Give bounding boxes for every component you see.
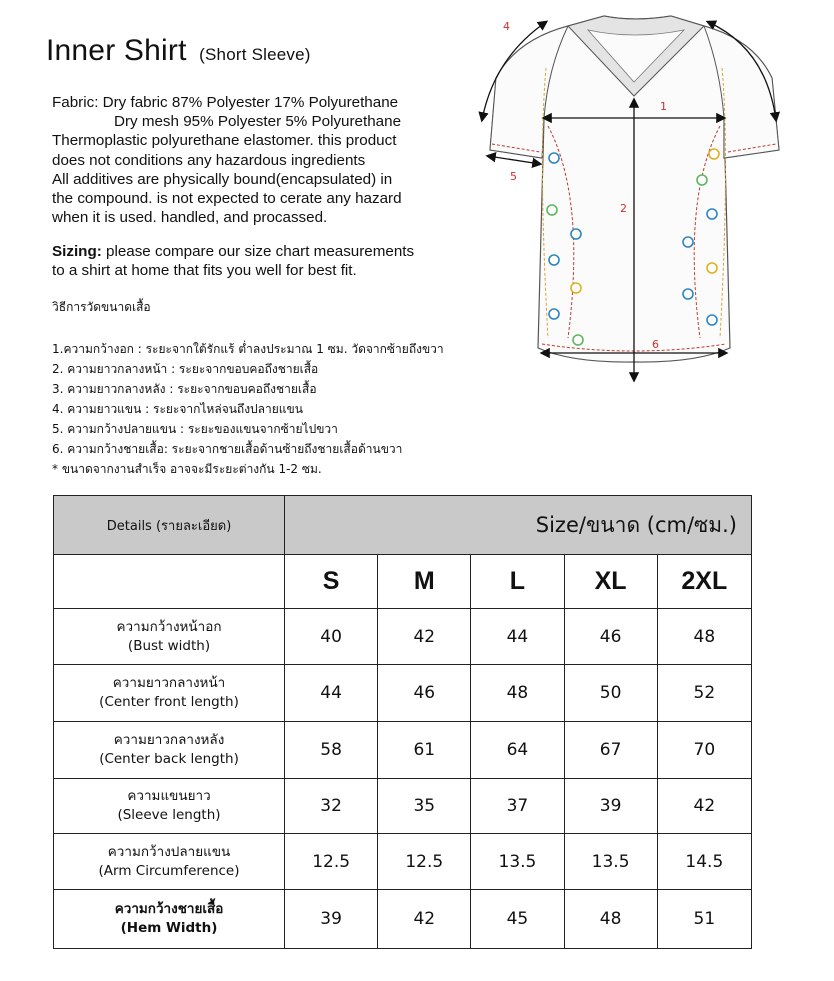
value-cell: 13.5 (564, 834, 657, 890)
value-cell: 67 (564, 722, 657, 779)
sizing-note (52, 242, 492, 280)
value-cell: 46 (564, 609, 657, 665)
row-label (54, 665, 285, 722)
value-cell: 58 (285, 722, 378, 779)
arrow-5-cuff (488, 156, 540, 164)
title-text: Inner Shirt (46, 34, 187, 67)
value-cell: 44 (471, 609, 564, 665)
value-cell: 48 (657, 609, 751, 665)
value-cell: 12.5 (285, 834, 378, 890)
details-header: Details (รายละเอียด) (54, 496, 285, 555)
label-1: 1 (660, 100, 667, 113)
row-label (54, 834, 285, 890)
row-label-en: (Hem Width) (120, 920, 218, 936)
measure-step: 5. ความกว้างปลายแขน : ระยะของแขนจากซ้ายไปขวา (52, 422, 338, 436)
row-label-th: ความกว้างปลายแขน (107, 843, 231, 860)
fabric-line: All additives are physically bound(encapsulated) in (52, 170, 393, 188)
value-cell: 32 (285, 779, 378, 834)
value-cell: 48 (471, 665, 564, 722)
subtitle-text: (Short Sleeve) (199, 45, 311, 64)
row-label (54, 609, 285, 665)
row-label-en: (Sleeve length) (117, 807, 221, 823)
row-label-th: ความกว้างหน้าอก (116, 618, 222, 635)
row-label-th: ความยาวกลางหลัง (113, 732, 225, 748)
value-cell: 13.5 (471, 834, 564, 890)
row-label-en: (Bust width) (127, 637, 211, 654)
table-row (54, 890, 752, 949)
fabric-line: when it is used. handled, and procassed. (52, 209, 328, 227)
table-row (54, 609, 752, 665)
size-2xl: 2XL (657, 555, 751, 609)
value-cell: 46 (378, 665, 471, 722)
value-cell: 42 (378, 890, 471, 949)
size-names-row (54, 555, 752, 609)
fabric-line: Fabric: Dry fabric 87% Polyester 17% Polyurethane (52, 94, 399, 111)
table-row (54, 665, 752, 722)
size-chart-table (53, 495, 752, 949)
value-cell: 52 (657, 665, 751, 722)
label-6: 6 (652, 338, 659, 351)
shirt-diagram (476, 8, 786, 386)
table-row (54, 779, 752, 834)
label-4: 4 (503, 20, 510, 33)
value-cell: 48 (564, 890, 657, 949)
value-cell: 14.5 (657, 834, 751, 890)
measure-step: * ขนาดจากงานสำเร็จ อาจจะมีระยะต่างกัน 1-2 ซม. (52, 462, 322, 476)
value-cell: 35 (378, 779, 471, 834)
size-m: M (378, 555, 471, 609)
value-cell: 70 (657, 722, 751, 779)
value-cell: 64 (471, 722, 564, 779)
fabric-line: Thermoplastic polyurethane elastomer. this product (52, 132, 397, 150)
row-label-th: ความแขนยาว (127, 788, 211, 804)
measure-steps (52, 339, 444, 479)
value-cell: 61 (378, 722, 471, 779)
row-label (54, 722, 285, 779)
measure-heading: วิธีการวัดขนาดเสื้อ (52, 300, 151, 314)
value-cell: 39 (564, 779, 657, 834)
measure-step: 1.ความกว้างอก : ระยะจากใต้รักแร้ ต่ำลงประมาณ 1 ซม. วัดจากซ้ายถึงขวา (52, 342, 444, 356)
size-l: L (471, 555, 564, 609)
table-header-row (54, 496, 752, 555)
measure-step: 2. ความยาวกลางหน้า : ระยะจากขอบคอถึงชายเสื้อ (52, 362, 319, 376)
value-cell: 40 (285, 609, 378, 665)
label-2: 2 (620, 202, 627, 215)
row-label (54, 890, 285, 949)
label-5: 5 (510, 170, 517, 183)
table-row (54, 834, 752, 890)
sizing-text-2: to a shirt at home that fits you well for best fit. (52, 262, 357, 280)
value-cell: 12.5 (378, 834, 471, 890)
value-cell: 37 (471, 779, 564, 834)
row-label-th: ความยาวกลางหน้า (112, 675, 226, 691)
sizing-text-1: please compare our size chart measurements (101, 243, 415, 260)
fabric-line: does not conditions any hazardous ingredients (52, 151, 366, 169)
row-label-en: (Center back length) (99, 751, 239, 767)
fabric-line: Dry mesh 95% Polyester 5% Polyurethane (114, 113, 402, 131)
sizing-label: Sizing: (52, 243, 102, 260)
measure-step: 4. ความยาวแขน : ระยะจากไหล่จนถึงปลายแขน (52, 402, 303, 416)
measure-step: 3. ความยาวกลางหลัง : ระยะจากขอบคอถึงชายเสื้อ (52, 382, 317, 396)
page-title (46, 34, 311, 68)
row-label-en: (Arm Circumference) (98, 862, 240, 879)
blank-cell (54, 555, 285, 609)
measure-step: 6. ความกว้างชายเสื้อ: ระยะจากชายเสื้อด้านซ้ายถึงชายเสื้อด้านขวา (52, 442, 403, 456)
row-label-en: (Center front length) (99, 694, 239, 710)
value-cell: 50 (564, 665, 657, 722)
row-label-th: ความกว้างชายเสื้อ (114, 901, 224, 917)
value-cell: 45 (471, 890, 564, 949)
fabric-line: the compound. is not expected to cerate any hazard (52, 190, 402, 208)
fabric-description (52, 93, 492, 227)
value-cell: 42 (378, 609, 471, 665)
value-cell: 44 (285, 665, 378, 722)
size-s: S (285, 555, 378, 609)
size-xl: XL (564, 555, 657, 609)
row-label (54, 779, 285, 834)
value-cell: 39 (285, 890, 378, 949)
table-row (54, 722, 752, 779)
value-cell: 42 (657, 779, 751, 834)
value-cell: 51 (657, 890, 751, 949)
size-header: Size/ขนาด (cm/ซม.) (285, 496, 752, 555)
